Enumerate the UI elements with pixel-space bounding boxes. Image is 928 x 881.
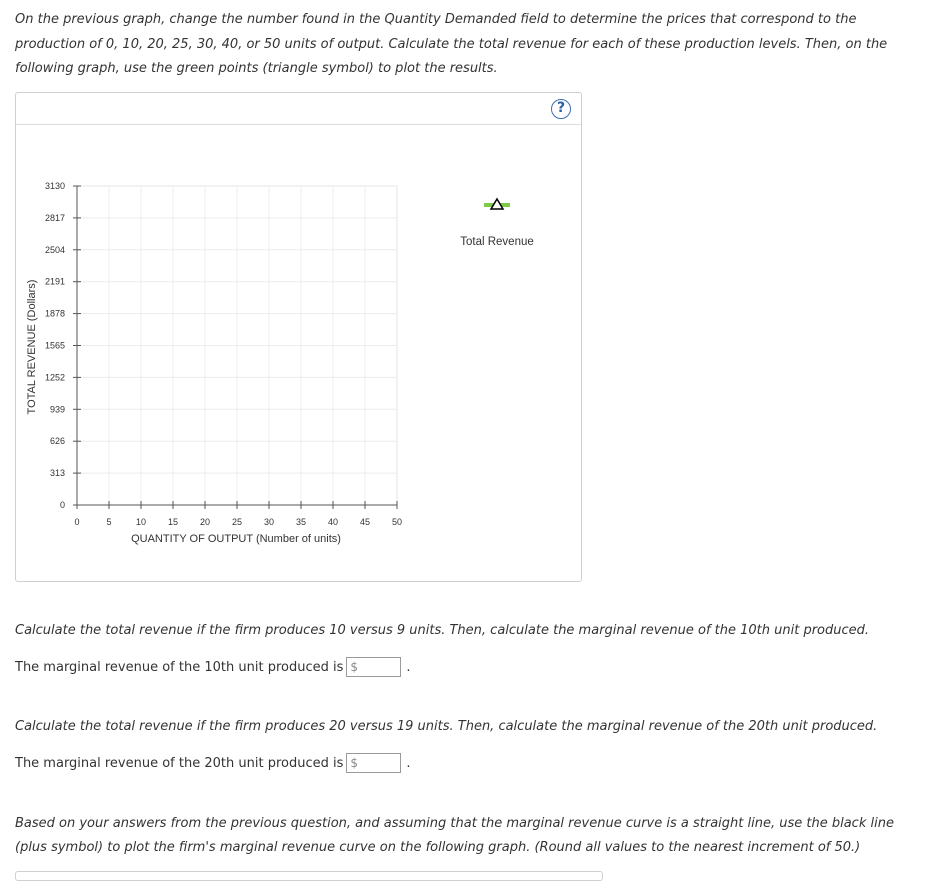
x-tick-label: 5 (106, 517, 112, 527)
question-2-prompt: Calculate the total revenue if the firm produces 20 versus 19 units. Then, calculate the marginal revenue of the 20th unit produced. (15, 719, 878, 734)
mr-10th-unit-input[interactable] (358, 659, 400, 675)
intro-instructions: On the previous graph, change the number found in the Quantity Demanded field to determine the prices that correspond to the production of 0, 10, 20, 25, 30, 40, or 50 units of output. Calculate the total revenue for each of these production levels. Then, on the following graph, use the green points (triangle symbol) to plot the results. (15, 12, 888, 76)
marginal-revenue-graph-panel (15, 871, 603, 881)
sentence-period: . (406, 755, 411, 771)
mr-10th-unit-field[interactable] (346, 657, 401, 677)
question-1-prompt: Calculate the total revenue if the firm produces 10 versus 9 units. Then, calculate the marginal revenue of the 10th unit produced. (15, 623, 870, 638)
question-1-answer-row (15, 656, 411, 678)
y-axis-label: TOTAL REVENUE (Dollars) (26, 279, 38, 415)
y-tick-label: 2817 (44, 212, 65, 223)
x-tick-label: 35 (295, 517, 307, 527)
chart-grid (77, 186, 397, 505)
y-tick-label: 2191 (44, 276, 65, 287)
y-tick-label: 1252 (44, 372, 65, 383)
question-1-answer-label: The marginal revenue of the 10th unit produced is (15, 659, 344, 675)
y-tick-label: 626 (49, 436, 65, 447)
y-tick-label: 1565 (44, 340, 65, 351)
x-tick-label: 0 (74, 517, 80, 527)
y-tick-label: 2504 (44, 244, 65, 255)
y-tick-label: 313 (49, 468, 65, 479)
total-revenue-graph-panel (15, 92, 582, 582)
x-tick-label: 15 (167, 517, 179, 527)
y-tick-label: 939 (49, 404, 65, 415)
question-2-answer-row (15, 752, 411, 774)
total-revenue-chart (16, 93, 581, 581)
x-tick-label: 40 (327, 517, 339, 527)
legend-label-total-revenue: Total Revenue (460, 236, 534, 248)
y-tick-label: 1878 (44, 308, 65, 319)
currency-symbol: $ (350, 660, 358, 674)
x-tick-label: 45 (359, 517, 371, 527)
x-axis-label: QUANTITY OF OUTPUT (Number of units) (131, 533, 341, 545)
plot-mr-instructions: Based on your answers from the previous question, and assuming that the marginal revenue curve is a straight line, use the black line (plus symbol) to plot the firm's marginal revenue curve on the following graph. (Round all values to the nearest increment of 50.) (15, 816, 894, 855)
y-axis-ticks (45, 181, 81, 510)
mr-20th-unit-input[interactable] (358, 755, 400, 771)
y-tick-label: 0 (59, 500, 65, 510)
x-tick-label: 20 (199, 517, 211, 527)
mr-20th-unit-field[interactable] (346, 753, 401, 773)
question-2-answer-label: The marginal revenue of the 20th unit produced is (15, 755, 344, 771)
y-tick-label: 3130 (44, 181, 65, 191)
x-tick-label: 10 (135, 517, 147, 527)
currency-symbol: $ (350, 756, 358, 770)
total-revenue-point-tool[interactable] (484, 199, 510, 209)
sentence-period: . (406, 659, 411, 675)
x-tick-label: 25 (231, 517, 243, 527)
x-tick-label: 30 (263, 517, 275, 527)
help-button[interactable]: ? (551, 99, 571, 119)
x-tick-label: 50 (391, 517, 403, 527)
legend (460, 199, 534, 248)
